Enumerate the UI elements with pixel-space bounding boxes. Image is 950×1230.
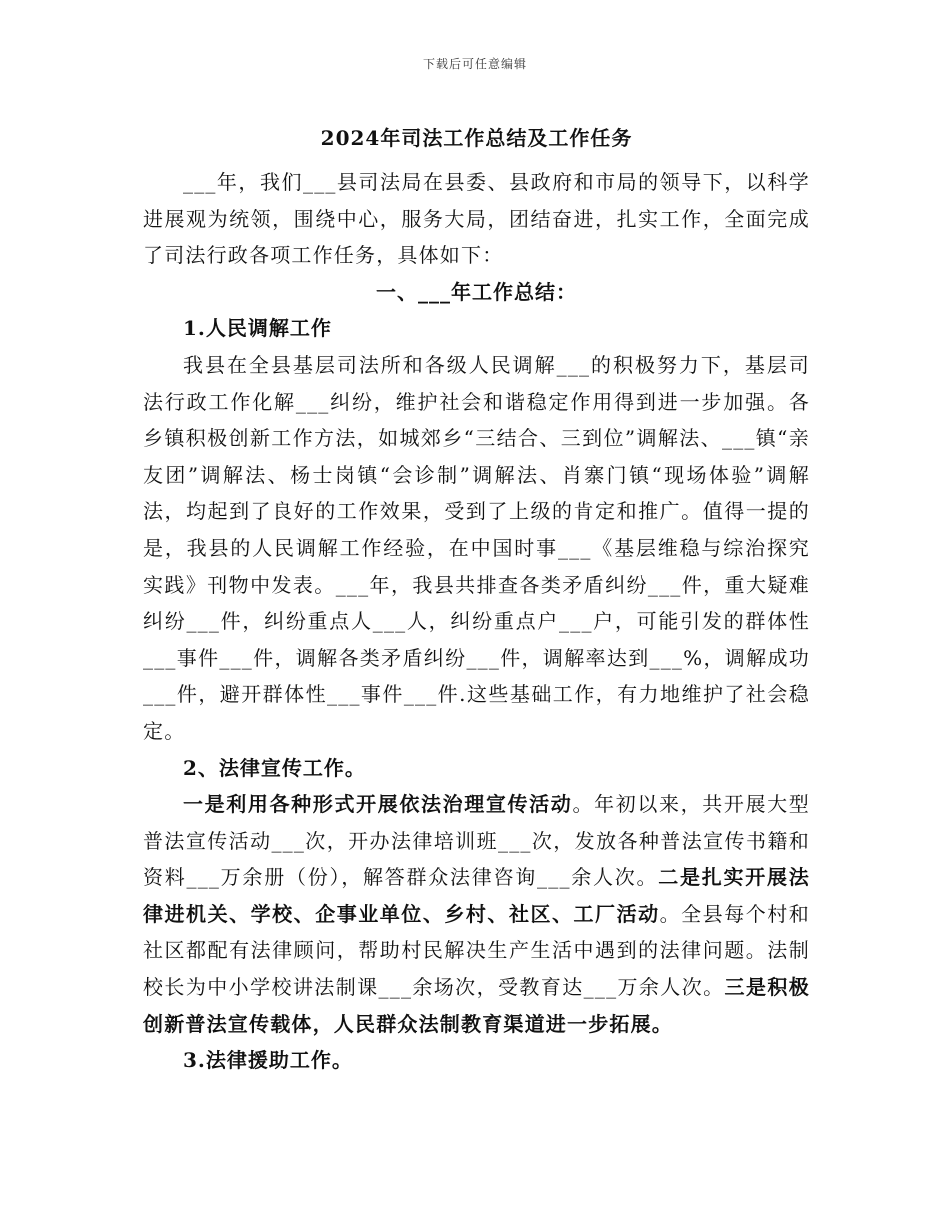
section-heading: 一、___年工作总结： — [376, 279, 577, 304]
point-two-bold: 二是扎实开展法律进机关、学校、企事业单位、乡村、社区、工厂活动 — [143, 865, 810, 926]
point-two-text: 。全县每个村和社区都配有法律顾问，帮助村民解决生产生活中遇到的法律问题。法制校长为中小学校讲法制课___余场次，受教育达___万余人次。 — [143, 901, 810, 1000]
mediation-paragraph: 我县在全县基层司法所和各级人民调解___的积极努力下，基层司法行政工作化解___纠纷，维护社会和谐稳定作用得到进一步加强。各乡镇积极创新工作方法，如城郊乡“三结合、三到位”调解法、___镇“亲友团”调解法、杨士岗镇“会诊制”调解法、肖寨门镇“现场体验”调解法，均起到了良好的工作效果，受到了上级的肯定和推广。值得一提的是，我县的人民调解工作经验，在中国时事___《基层维稳与综治探究实践》刊物中发表。___年，我县共排查各类矛盾纠纷___件，重大疑难纠纷___件，纠纷重点人___人，纠纷重点户___户，可能引发的群体性___事件___件，调解各类矛盾纠纷___件，调解率达到___%，调解成功___件，避开群体性___事件___件.这些基础工作，有力地维护了社会稳定。 — [143, 352, 810, 743]
legal-publicity-paragraph — [143, 786, 810, 1042]
intro-paragraph: ___年，我们___县司法局在县委、县政府和市局的领导下，以科学进展观为统领，围绕中心，服务大局，团结奋进，扎实工作，全面完成了司法行政各项工作任务，具体如下： — [143, 170, 810, 268]
document-title: 2024年司法工作总结及工作任务 — [320, 126, 633, 150]
document-body — [143, 122, 810, 1079]
header-note: 下载后可任意编辑 — [422, 57, 527, 71]
item-heading-legal-aid: 3.法律援助工作。 — [183, 1048, 353, 1073]
item-heading-legal-publicity: 2、法律宣传工作。 — [183, 755, 366, 780]
point-one-text: 。年初以来，共开展大型普法宣传活动___次，开办法律培训班___次，发放各种普法宣传书籍和资料___万余册（份），解答群众法律咨询___余人次。 — [143, 792, 810, 890]
point-three-bold: 三是积极创新普法宣传载体，人民群众法制教育渠道进一步拓展。 — [143, 975, 810, 1036]
item-heading-mediation: 1.人民调解工作 — [183, 316, 332, 341]
point-one-bold: 一是利用各种形式开展依法治理宣传活动 — [183, 792, 573, 817]
